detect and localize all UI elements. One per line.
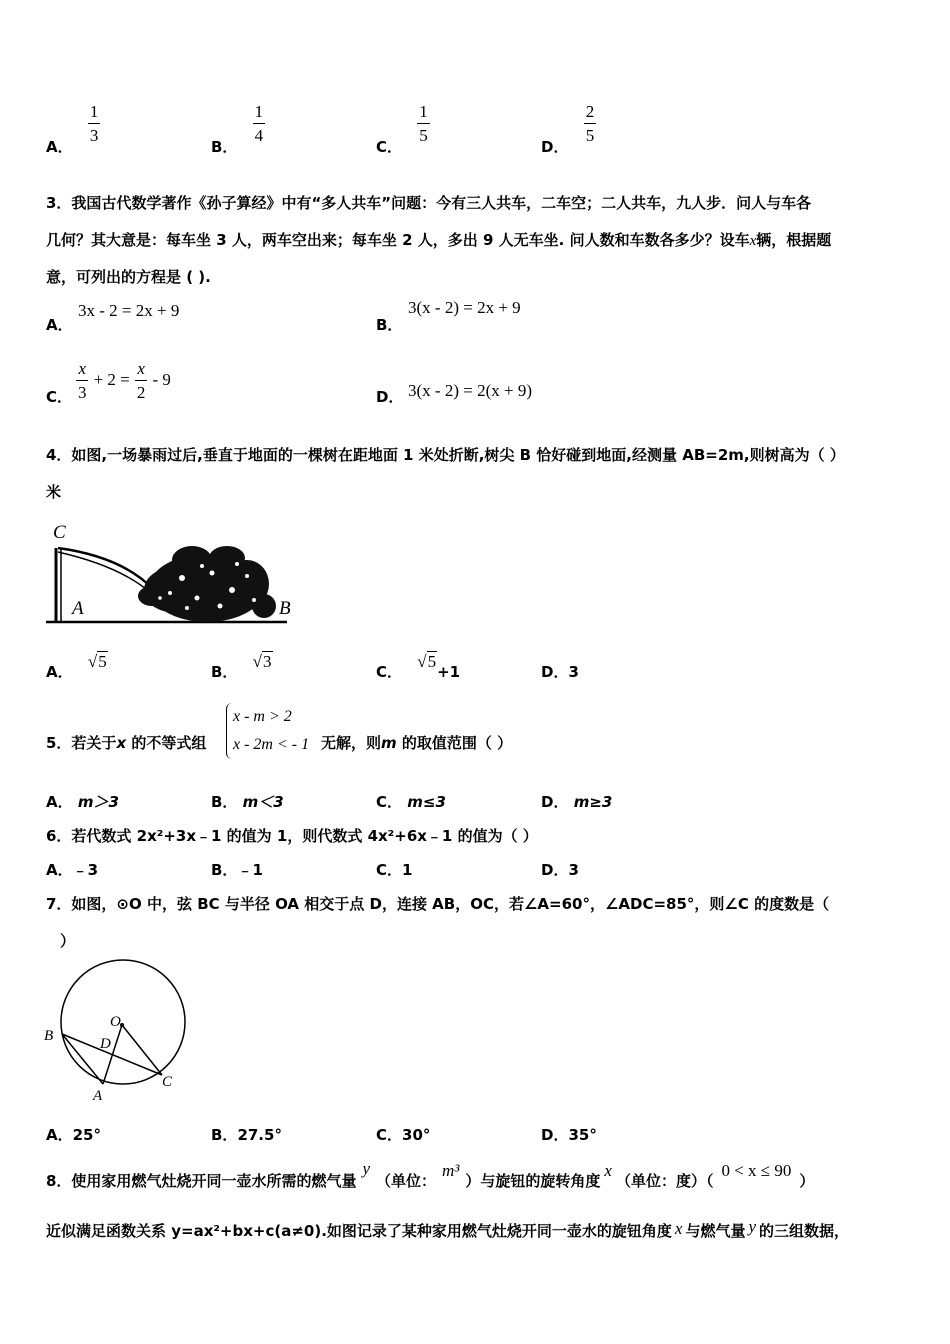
label-c: C: [53, 522, 66, 543]
variable-x: x: [604, 1161, 612, 1180]
option-value: 3: [568, 663, 579, 681]
variable-y: y: [362, 1159, 370, 1178]
q8-stem-line1: [46, 1159, 815, 1191]
q5-stem-prefix: [46, 732, 206, 753]
label-c: C: [162, 1074, 173, 1090]
q3-option-b-equation[interactable]: 3(x - 2) = 2x + 9: [408, 298, 521, 317]
option-text: m＞3: [77, 793, 119, 811]
label-d: D: [100, 1036, 111, 1052]
q5-option-d[interactable]: [541, 791, 612, 812]
numerator: 2: [584, 103, 597, 124]
label-b: B: [44, 1028, 54, 1044]
option-text: 35°: [568, 1126, 597, 1144]
option-letter: B．: [211, 663, 238, 681]
option-letter: B．: [211, 861, 238, 879]
fraction: [76, 360, 89, 401]
q5-text: 无解，则: [321, 734, 382, 752]
q7-option-d[interactable]: [541, 1124, 597, 1145]
q3-option-a-equation[interactable]: 3x - 2 = 2x + 9: [78, 301, 180, 320]
sqrt-expression: √3: [252, 652, 272, 671]
label-a: A: [72, 598, 84, 619]
denominator: 2: [136, 383, 146, 402]
variable-x: x: [749, 233, 757, 249]
q7-option-c[interactable]: [376, 1124, 430, 1145]
option-letter: A．: [46, 663, 73, 681]
equation-end: - 9: [152, 370, 171, 389]
q3-option-d-equation[interactable]: 3(x - 2) = 2(x + 9): [408, 381, 532, 400]
option-letter: A．: [46, 793, 73, 811]
option-text: m≥3: [573, 793, 613, 811]
circle-o: [61, 960, 185, 1084]
label-o: O: [110, 1014, 121, 1030]
q4-tree-figure: [42, 518, 302, 628]
numerator: x: [135, 360, 147, 381]
q3-stem-text-end: 辆，根据题: [756, 231, 832, 249]
q7-option-b[interactable]: [211, 1124, 282, 1145]
fraction: [584, 103, 597, 144]
option-letter: D．: [541, 861, 569, 879]
q2-option-b[interactable]: [211, 102, 265, 156]
option-letter: C．: [376, 793, 403, 811]
option-letter: A．: [46, 861, 73, 879]
option-text: 25°: [72, 1126, 101, 1144]
denominator: 3: [78, 383, 87, 402]
q3-stem-line1: 3．我国古代数学著作《孙子算经》中有“多人共车”问题：今有三人共车，二车空；二人共车，九人步．问人与车各: [46, 194, 812, 212]
numerator: 1: [253, 103, 266, 124]
q8-text: （单位：度）（: [615, 1172, 714, 1190]
inequality-brace: [226, 703, 309, 759]
inequality-1: x - m > 2: [233, 708, 292, 725]
q8-text: ）: [799, 1172, 815, 1190]
option-letter: C．: [376, 861, 403, 879]
option-letter: D．: [541, 1126, 569, 1144]
q8-text: ）与旋钮的旋转角度: [465, 1172, 601, 1190]
option-letter: A．: [46, 1126, 73, 1144]
q8-text: （单位：: [376, 1172, 437, 1190]
option-letter: D．: [541, 793, 569, 811]
denominator: 5: [585, 126, 595, 145]
fraction: [135, 360, 148, 401]
q6-stem: 6．若代数式 2x²+3x﹣1 的值为 1，则代数式 4x²+6x﹣1 的值为（ ）: [46, 827, 538, 845]
denominator: 3: [89, 126, 99, 145]
q5-option-b[interactable]: [211, 791, 284, 812]
option-text: ﹣3: [72, 861, 99, 879]
sqrt-expression: √5: [417, 652, 437, 671]
numerator: 1: [417, 103, 430, 124]
option-letter: D．: [541, 663, 569, 681]
q5-text: 5．若关于: [46, 734, 117, 752]
range-expression: 0 < x ≤ 90: [721, 1161, 792, 1180]
q4-stem-line2: 米: [46, 483, 62, 501]
q2-option-c[interactable]: [376, 102, 430, 156]
denominator: 4: [254, 126, 264, 145]
q3-option-c-equation[interactable]: [76, 360, 171, 401]
variable-x: x: [674, 1219, 683, 1238]
q8-text: 与燃气量: [685, 1222, 746, 1240]
q5-option-c[interactable]: [376, 791, 446, 812]
q8-text: 近似满足函数关系 y=ax²+bx+c(a≠0).如图记录了某种家用燃气灶烧开同一壶水的旋钮角度: [46, 1222, 672, 1240]
radicand: 3: [263, 652, 272, 671]
q3-stem-line3: 意，可列出的方程是 ( ).: [46, 268, 211, 286]
q6-option-a[interactable]: [46, 859, 98, 880]
segment-ab: [62, 1034, 103, 1084]
q4-option-b[interactable]: [211, 652, 273, 682]
fraction: [88, 103, 101, 144]
q7-stem-line1: 7．如图，⊙O 中，弦 BC 与半径 OA 相交于点 D，连接 AB，OC，若∠A=60°，∠ADC=85°，则∠C 的度数是（: [46, 895, 830, 913]
q6-option-c[interactable]: [376, 859, 412, 880]
q3-option-b-letter[interactable]: B．: [376, 316, 403, 334]
option-text: 3: [568, 861, 579, 879]
numerator: 1: [88, 103, 101, 124]
q2-option-d[interactable]: [541, 102, 596, 156]
q4-option-d[interactable]: [541, 661, 579, 682]
numerator: x: [76, 360, 88, 381]
option-letter: B．: [211, 793, 238, 811]
fraction: [253, 103, 266, 144]
label-a: A: [93, 1088, 103, 1104]
equation-middle: + 2 =: [93, 370, 130, 389]
option-letter: B．: [211, 1126, 238, 1144]
radius-oa: [103, 1025, 122, 1084]
q8-text: 8．使用家用燃气灶烧开同一壶水所需的燃气量: [46, 1172, 357, 1190]
variable-m: m: [381, 734, 397, 752]
variable-y: y: [748, 1217, 757, 1236]
q4-option-a[interactable]: [46, 652, 108, 682]
q5-text: 的不等式组: [126, 734, 207, 752]
label-b: B: [279, 598, 291, 619]
option-text: m≤3: [407, 793, 446, 811]
q6-option-d[interactable]: [541, 859, 579, 880]
q5-option-a[interactable]: [46, 791, 119, 812]
option-text: m＜3: [242, 793, 284, 811]
inequality-2: x - 2m < - 1: [233, 736, 310, 753]
q5-inequality-system: [226, 703, 309, 759]
q3-option-a-letter[interactable]: A．: [46, 316, 73, 334]
q3-option-c-letter[interactable]: C．: [46, 388, 73, 406]
q7-circle-figure: [40, 958, 200, 1108]
q3-stem-line2: [46, 229, 831, 250]
option-letter: D．: [541, 138, 569, 156]
q5-stem-suffix: [321, 732, 512, 753]
radicand: 5: [427, 652, 437, 671]
option-letter: A．: [46, 138, 73, 156]
tree-foliage: [138, 546, 276, 622]
option-letter: B．: [211, 138, 238, 156]
fallen-branch: [58, 548, 152, 588]
fraction: [417, 103, 430, 144]
option-text: 27.5°: [237, 1126, 282, 1144]
q8-stem-line2: [46, 1217, 850, 1241]
q3-option-d-letter[interactable]: D．: [376, 388, 404, 406]
option-letter: C．: [376, 1126, 403, 1144]
option-letter: C．: [376, 138, 403, 156]
sqrt-expression: √5: [87, 652, 107, 671]
q6-option-b[interactable]: [211, 859, 263, 880]
variable-x: x: [116, 734, 127, 752]
q5-text: 的取值范围（ ）: [396, 734, 513, 752]
q2-option-a[interactable]: [46, 102, 100, 156]
q3-stem-text: 几何？其大意是：每车坐 3 人，两车空出来；每车坐 2 人，多出 9 人无车坐. 问人数和车数各多少？设车: [46, 231, 750, 249]
unit-m3: m³: [442, 1161, 460, 1180]
q8-text: 的三组数据，: [759, 1222, 850, 1240]
option-suffix: +1: [437, 663, 461, 681]
option-text: 30°: [402, 1126, 431, 1144]
radicand: 5: [98, 652, 107, 671]
q7-stem-line2: ）: [60, 932, 76, 950]
q7-option-a[interactable]: [46, 1124, 101, 1145]
q4-option-c[interactable]: [376, 652, 461, 682]
q4-stem-line1: 4．如图,一场暴雨过后,垂直于地面的一棵树在距地面 1 米处折断,树尖 B 恰好碰到地面,经测量 AB=2m,则树高为（ ）: [46, 446, 845, 464]
option-letter: C．: [376, 663, 403, 681]
denominator: 5: [419, 126, 428, 145]
option-text: ﹣1: [237, 861, 263, 879]
option-text: 1: [402, 861, 413, 879]
